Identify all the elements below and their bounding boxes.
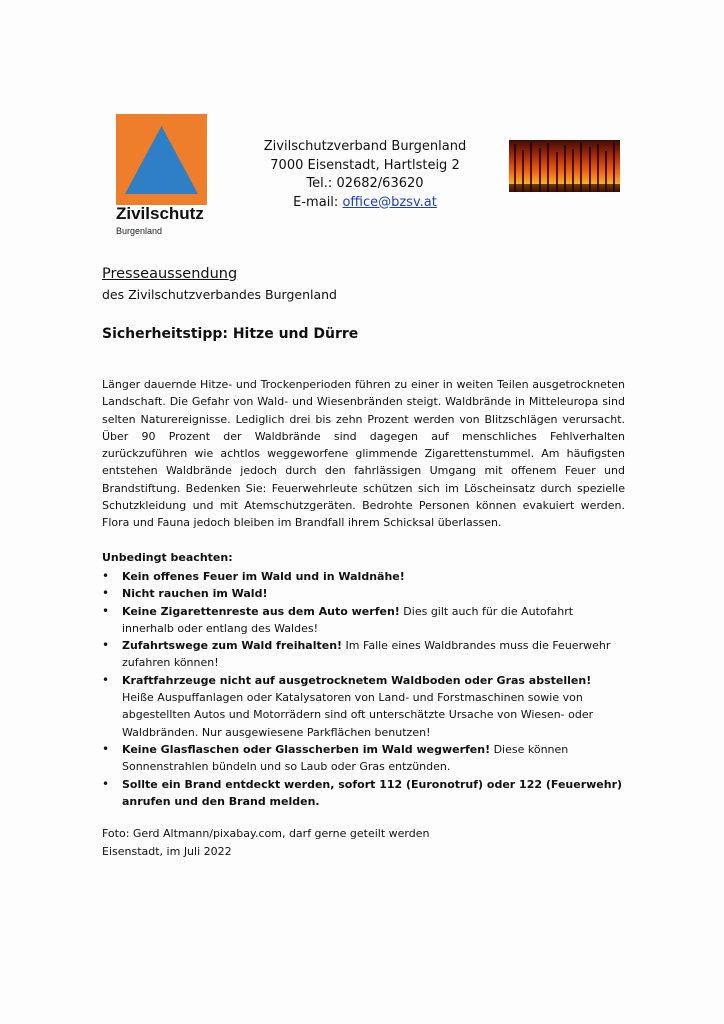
tip-bold: Kein offenes Feuer im Wald und in Waldnähe! xyxy=(122,570,405,583)
org-name: Zivilschutzverband Burgenland xyxy=(263,139,467,154)
tip-text: Dies gilt auch für die Autofahrt innerhalb oder entlang des Waldes! xyxy=(122,604,574,635)
tip-text: Diese können Sonnenstrahlen bündeln und so Laub oder Gras entzünden. xyxy=(122,742,569,774)
tip-item xyxy=(102,672,625,741)
press-release-subtitle: des Zivilschutzverbandes Burgenland xyxy=(102,287,337,302)
triangle-icon xyxy=(116,114,207,205)
org-email-line xyxy=(240,194,490,213)
logo-name: Zivilschutz xyxy=(116,204,204,223)
place-date: Eisenstadt, im Juli 2022 xyxy=(102,845,232,858)
tip-item xyxy=(102,568,625,585)
tip-bold: Nicht rauchen im Wald! xyxy=(122,587,268,601)
civil-protection-logo xyxy=(116,114,207,205)
tip-item xyxy=(102,585,625,602)
tips-list xyxy=(102,568,625,810)
email-link[interactable]: office@bzsv.at xyxy=(342,194,437,210)
organization-address-block xyxy=(240,138,490,212)
tip-item xyxy=(102,637,625,672)
email-label: E-mail: xyxy=(293,194,343,210)
tip-bold: Keine Glasflaschen oder Glasscherben im Wald wegwerfen! xyxy=(122,742,491,756)
tip-bold: Zufahrtswege zum Wald freihalten! xyxy=(122,639,343,653)
tip-item xyxy=(102,603,625,638)
tip-bold: Kraftfahrzeuge nicht auf ausgetrocknetem Waldboden oder Gras abstellen! xyxy=(122,673,592,687)
tip-text: Heiße Auspuffanlagen oder Katalysatoren von Land- und Forstmaschinen sowie von abgestellten Autos und Motorrädern sind oft unterschätzte Ursache von Wiesen- oder Waldbränden. Nur ausgewiesene Parkflächen benutzen! xyxy=(122,691,594,739)
tips-heading: Unbedingt beachten: xyxy=(102,551,233,564)
tip-item xyxy=(102,776,625,811)
headline: Sicherheitstipp: Hitze und Dürre xyxy=(102,326,359,342)
tip-bold: Keine Zigarettenreste aus dem Auto werfen! xyxy=(122,604,400,618)
logo-subtitle: Burgenland xyxy=(116,226,163,236)
press-release-title: Presseaussendung xyxy=(102,266,238,282)
tip-text: Im Falle eines Waldbrandes muss die Feuerwehr zufahren können! xyxy=(122,639,611,670)
org-phone: Tel.: 02682/63620 xyxy=(306,176,424,191)
intro-paragraph: Länger dauernde Hitze- und Trockenperioden führen zu einer in weiten Teilen ausgetrockneten Landschaft. Die Gefahr von Wald- und Wiesenbränden steigt. Waldbrände in Mitteleuropa sind selten Naturereignisse. Lediglich drei bis zehn Prozent werden von Blitzschlägen verursacht. Über 90 Prozent der Waldbrände sind dagegen auf menschliches Fehlverhalten zurückzuführen wie achtlos weggeworfene glimmende Zigarettenstummel. Am häufigsten entstehen Waldbrände jedoch durch den fahrlässigen Umgang mit offenem Feuer und Brandstiftung. Bedenken Sie: Feuerwehrleute schützen sich im Löscheinsatz durch spezielle Schutzkleidung und mit Atemschutzgeräten. Bedrohte Personen können evakuiert werden. Flora und Fauna jedoch bleiben im Brandfall ihrem Schicksal überlassen. xyxy=(102,378,625,530)
forest-fire-image xyxy=(509,140,620,192)
org-address: 7000 Eisenstadt, Hartlsteig 2 xyxy=(270,157,460,173)
tip-bold: Sollte ein Brand entdeckt werden, sofort 112 (Euronotruf) oder 122 (Feuerwehr) anrufen und den Brand melden. xyxy=(122,777,623,808)
tip-item xyxy=(102,741,625,776)
photo-credit: Foto: Gerd Altmann/pixabay.com, darf gerne geteilt werden xyxy=(102,827,430,840)
